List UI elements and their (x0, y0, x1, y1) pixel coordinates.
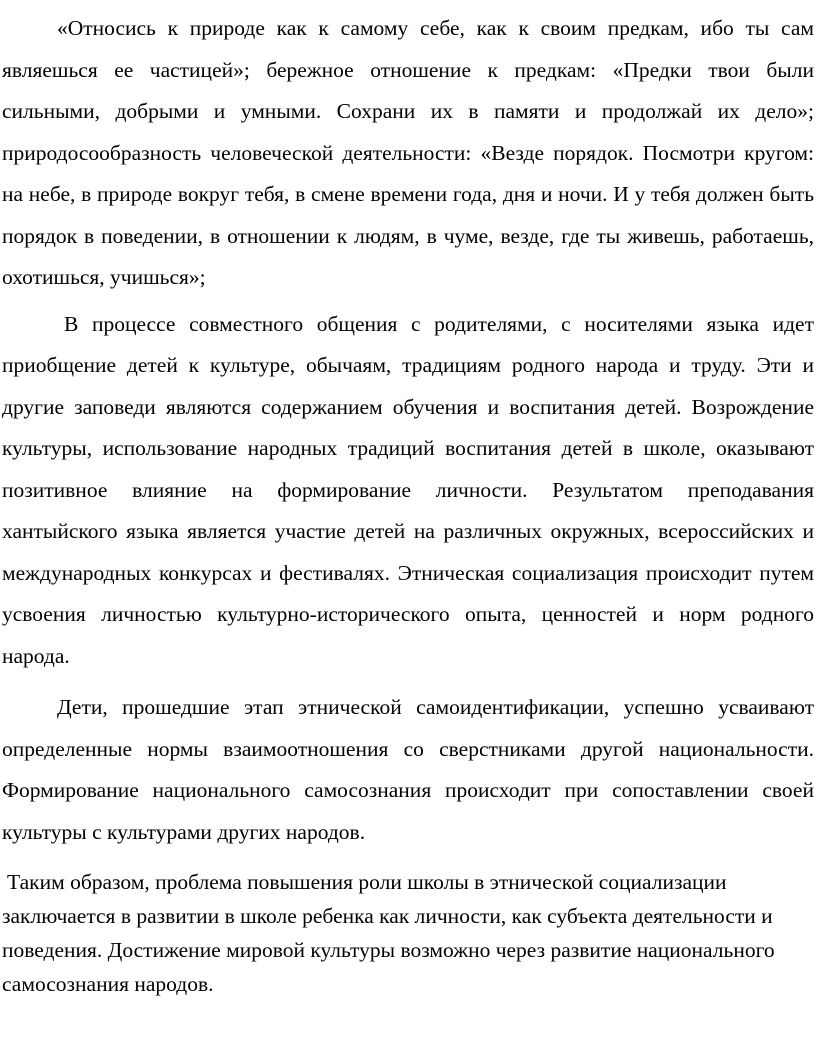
paragraph-self-identification: Дети, прошедшие этап этнической самоидентификации, успешно усваивают определенные нормы взаимоотношения со сверстниками другой национальности. Формирование национального самосознания происходит при сопоставлении своей культуры с культурами других народов. (2, 695, 814, 844)
paragraph-commandments: «Относись к природе как к самому себе, как к своим предкам, ибо ты сам являешься ее частицей»; бережное отношение к предкам: «Предки твои были сильными, добрыми и умными. Сохрани их в памяти и продолжай их дело»; природосообразность человеческой деятельности: «Везде порядок. Посмотри кругом: на небе, в природе вокруг тебя, в смене времени года, дня и ночи. И у тебя должен быть порядок в поведении, в отношении к людям, в чуме, везде, где ты живешь, работаешь, охотишься, учишься»; (2, 16, 814, 289)
paragraph-conclusion: Таким образом, проблема повышения роли школы в этнической социализации заключается в развитии в школе ребенка как личности, как субъекта деятельности и поведения. Достижение мировой культуры возможно через развитие национального самосознания народов. (2, 870, 775, 996)
paragraph-communication: В процессе совместного общения с родителями, с носителями языка идет приобщение детей к культуре, обычаям, традициям родного народа и труду. Эти и другие заповеди являются содержанием обучения и воспитания детей. Возрождение культуры, использование народных традиций воспитания детей в школе, оказывают позитивное влияние на формирование личности. Результатом преподавания хантыйского языка является участие детей на различных окружных, всероссийских и международных конкурсах и фестивалях. Этническая социализация происходит путем усвоения личностью культурно-исторического опыта, ценностей и норм родного народа. (2, 311, 814, 668)
